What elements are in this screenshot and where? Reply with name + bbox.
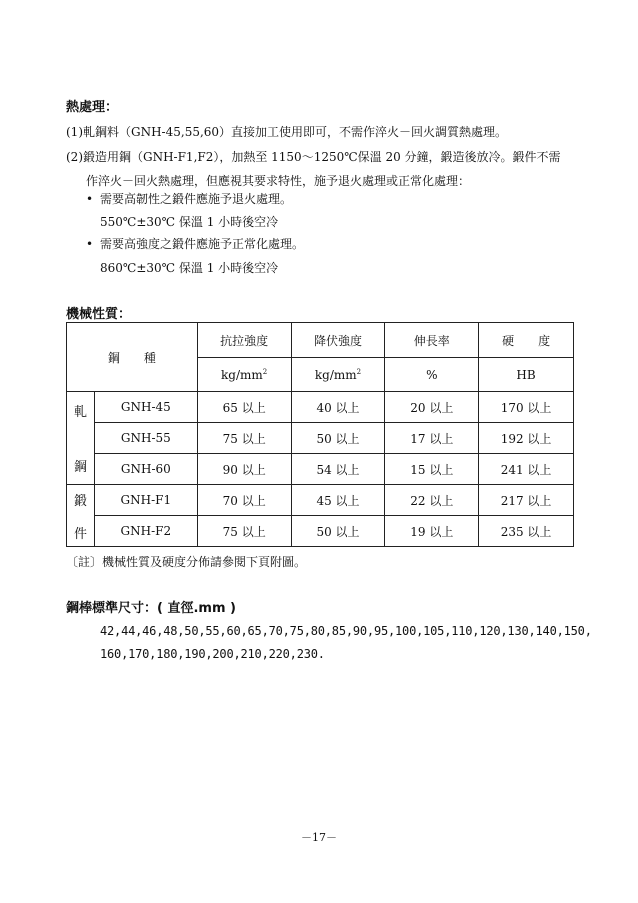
page-number: －17－ [301, 831, 337, 844]
hardness-cell: 192 以上 [479, 423, 574, 454]
unit-hardness: HB [479, 358, 574, 392]
col-steel-header: 鋼 種 [67, 323, 198, 392]
table-header-row [67, 323, 574, 358]
table-row [67, 392, 574, 423]
col-yield-header: 降伏強度 [291, 323, 385, 358]
col-tensile-header: 抗拉強度 [197, 323, 291, 358]
annealing-detail: 550℃±30℃ 保溫 1 小時後空冷 [100, 215, 279, 229]
elongation-cell: 20 以上 [385, 392, 479, 423]
grade-cell: GNH-60 [94, 454, 197, 485]
tensile-cell: 90 以上 [197, 454, 291, 485]
hardness-cell: 170 以上 [479, 392, 574, 423]
sizes-line-2: 160,170,180,190,200,210,220,230. [100, 647, 325, 661]
grade-cell: GNH-F1 [94, 485, 197, 516]
hardness-cell: 241 以上 [479, 454, 574, 485]
yield-cell: 50 以上 [291, 516, 385, 547]
bullet-icon: • [86, 237, 94, 251]
col-hardness-header: 硬 度 [479, 323, 574, 358]
bullet-annealing [86, 190, 292, 207]
group-rolled-steel: 軋 鋼 [67, 392, 95, 485]
grade-cell: GNH-F2 [94, 516, 197, 547]
elongation-cell: 17 以上 [385, 423, 479, 454]
sizes-heading: 鋼棒標準尺寸：( 直徑.mm ) [66, 601, 236, 616]
grade-cell: GNH-45 [94, 392, 197, 423]
tensile-cell: 65 以上 [197, 392, 291, 423]
bullet-icon: • [86, 192, 94, 206]
table-row [67, 516, 574, 547]
yield-cell: 45 以上 [291, 485, 385, 516]
heat-item-2-line-2: 作淬火－回火熱處理，但應視其要求特性，施予退火處理或正常化處理： [86, 174, 471, 188]
mechanical-heading: 機械性質： [66, 307, 132, 322]
tensile-cell: 75 以上 [197, 516, 291, 547]
table-row [67, 454, 574, 485]
bullet-normalizing-text: 需要高強度之鍛件應施予正常化處理。 [100, 237, 305, 251]
sizes-line-1: 42,44,46,48,50,55,60,65,70,75,80,85,90,95,100,105,110,120,130,140,150, [100, 624, 592, 638]
elongation-cell: 19 以上 [385, 516, 479, 547]
yield-cell: 50 以上 [291, 423, 385, 454]
unit-tensile: $kg/mm^2$ [197, 358, 291, 392]
unit-yield: $kg/mm^2$ [291, 358, 385, 392]
yield-cell: 54 以上 [291, 454, 385, 485]
table-row [67, 485, 574, 516]
tensile-cell: 75 以上 [197, 423, 291, 454]
bullet-normalizing [86, 235, 304, 252]
group-forged: 鍛 件 [67, 485, 95, 547]
heat-treatment-heading: 熱處理： [66, 100, 119, 115]
heat-item-1: (1)軋鋼料（GNH-45,55,60）直接加工使用即可，不需作淬火－回火調質熱處理。 [66, 125, 508, 139]
grade-cell: GNH-55 [94, 423, 197, 454]
mechanical-properties-table [66, 322, 574, 547]
col-elongation-header: 伸長率 [385, 323, 479, 358]
tensile-cell: 70 以上 [197, 485, 291, 516]
table-row [67, 423, 574, 454]
normalizing-detail: 860℃±30℃ 保溫 1 小時後空冷 [100, 261, 279, 275]
hardness-cell: 217 以上 [479, 485, 574, 516]
yield-cell: 40 以上 [291, 392, 385, 423]
bullet-annealing-text: 需要高韌性之鍛件應施予退火處理。 [100, 192, 293, 206]
elongation-cell: 22 以上 [385, 485, 479, 516]
table-note: 〔註〕機械性質及硬度分佈請參閱下頁附圖。 [66, 555, 307, 569]
heat-item-2-line-1: (2)鍛造用鋼（GNH-F1,F2），加熱至 1150～1250℃保溫 20 分鐘，鍛造後放冷。鍛件不需 [66, 150, 561, 164]
elongation-cell: 15 以上 [385, 454, 479, 485]
unit-elongation: % [385, 358, 479, 392]
hardness-cell: 235 以上 [479, 516, 574, 547]
